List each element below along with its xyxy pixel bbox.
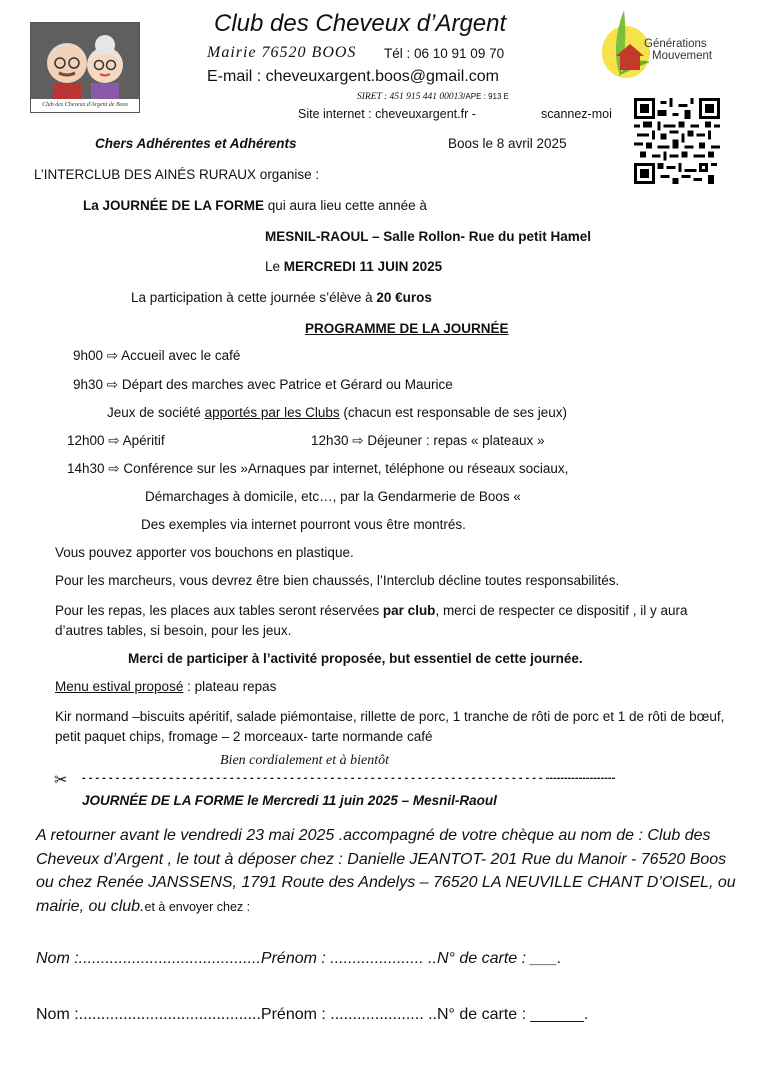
- menu-title-line: [55, 679, 276, 694]
- programme-item: Des exemples via internet pourront vous être montrés.: [141, 517, 466, 532]
- location: MESNIL-RAOUL – Salle Rollon- Rue du petit Hamel: [265, 229, 592, 244]
- ape-code: /APE : 913 E: [463, 92, 509, 101]
- club-name: Club des Cheveux d’Argent: [214, 10, 507, 37]
- website: Site internet : cheveuxargent.fr -: [298, 107, 476, 121]
- registration-line[interactable]: Nom :.........................................Prénom : ..................... ..N° de carte : ______.: [36, 1006, 589, 1023]
- scan-label: scannez-moi: [541, 107, 612, 121]
- event-rest: qui aura lieu cette année à: [264, 198, 427, 213]
- merci-line: Merci de participer à l’activité proposée, but essentiel de cette journée.: [128, 651, 583, 666]
- qr-code-icon: [634, 98, 720, 184]
- return-text: A retourner avant le vendredi 23 mai 2025 .accompagné de votre chèque au nom de : Club des Cheveux d’Argent , le tout à déposer chez : Danielle JEANTOT- 201 Rue du Manoir - 76520 Boos ou chez Renée JANSSENS, 1791 Route des Andelys – 76520 LA NEUVILLE CHANT D’OISEL, ou mairie, ou club.: [36, 827, 736, 915]
- event-name: La JOURNÉE DE LA FORME: [83, 198, 265, 213]
- games-underlined: apportés par les Clubs: [204, 405, 340, 420]
- marcheurs-paragraph: Pour les marcheurs, vous devrez être bien chaussés, l’Interclub décline toutes responsabilités.: [55, 573, 620, 588]
- programme-item: 12h30 ⇨ Déjeuner : repas « plateaux »: [311, 433, 545, 448]
- programme-item: 9h00 ⇨ Accueil avec le café: [73, 348, 241, 363]
- mairie: Mairie 76520 BOOS: [207, 44, 357, 61]
- logo-caption: Club des Cheveux d'Argent de Boos: [31, 99, 139, 112]
- price-line: [131, 290, 432, 305]
- menu-title: Menu estival proposé: [55, 679, 184, 694]
- qr-code: [634, 98, 720, 184]
- event-line: [83, 198, 427, 213]
- programme-item: 12h00 ⇨ Apéritif: [67, 433, 165, 448]
- repas-bold: par club: [382, 603, 436, 618]
- siret-number: SIRET : 451 915 441 00013: [357, 92, 464, 102]
- repas-rest: , merci de respecter ce dispositif , il y aura d’autres tables, si besoin, pour les jeux.: [55, 603, 688, 638]
- couple-illustration-icon: [31, 23, 139, 99]
- games-line: [107, 405, 567, 420]
- price: 20 €uros: [376, 290, 432, 305]
- salutation: Chers Adhérentes et Adhérents: [95, 136, 297, 151]
- games-text: Jeux de société: [107, 405, 205, 420]
- club-logo: [30, 22, 140, 113]
- event-day: MERCREDI 11 JUIN 2025: [283, 259, 443, 274]
- email: E-mail : cheveuxargent.boos@gmail.com: [207, 68, 499, 85]
- scissors-icon: ✂: [54, 772, 68, 789]
- telephone: Tél : 06 10 91 09 70: [384, 46, 505, 61]
- cut-line: - - - - - - - - - - - - - - - - - - - - - - - - - - - - - - - - - - - - - - - - - - - - - - - - - - - - - - - - - - - - - - - - - - - - - -------------------: [82, 772, 616, 784]
- menu-paragraph: Kir normand –biscuits apéritif, salade piémontaise, rillette de porc, 1 tranche de rôti de porc et 1 de rôti de bœuf, petit paquet chips, fromage – 2 morceaux- tarte normande café: [55, 709, 725, 744]
- price-text: La participation à cette journée s’élève à: [131, 290, 377, 305]
- bouchons-paragraph: Vous pouvez apporter vos bouchons en plastique.: [55, 545, 354, 560]
- day-line: [265, 259, 442, 274]
- repas-paragraph: [55, 601, 735, 641]
- programme-item: Démarchages à domicile, etc…, par la Gendarmerie de Boos «: [145, 489, 521, 504]
- menu-suffix: : plateau repas: [183, 679, 277, 694]
- programme-item: 9h30 ⇨ Départ des marches avec Patrice et Gérard ou Maurice: [73, 377, 453, 392]
- letter-date: Boos le 8 avril 2025: [448, 136, 567, 151]
- programme-title: PROGRAMME DE LA JOURNÉE: [305, 321, 509, 336]
- return-paragraph: [36, 824, 736, 919]
- games-rest: (chacun est responsable de ses jeux): [339, 405, 568, 420]
- programme-item: 14h30 ⇨ Conférence sur les »Arnaques par internet, téléphone ou réseaux sociaux,: [67, 461, 569, 476]
- siret: [357, 91, 509, 102]
- partner-logo-line1: Générations: [644, 38, 707, 50]
- coupon-title: JOURNÉE DE LA FORME le Mercredi 11 juin 2025 – Mesnil-Raoul: [82, 793, 497, 808]
- intro: L’INTERCLUB DES AINÉS RURAUX organise :: [34, 167, 320, 182]
- return-suffix: et à envoyer chez :: [144, 899, 251, 914]
- partner-logo-line2: Mouvement: [652, 50, 713, 62]
- registration-line[interactable]: Nom :.........................................Prénom : ..................... ..N° de carte : ___.: [36, 950, 562, 967]
- closing: Bien cordialement et à bientôt: [220, 753, 389, 768]
- repas-text: Pour les repas, les places aux tables seront réservées: [55, 603, 383, 618]
- generations-mouvement-logo: [598, 6, 723, 81]
- day-prefix: Le: [265, 259, 284, 274]
